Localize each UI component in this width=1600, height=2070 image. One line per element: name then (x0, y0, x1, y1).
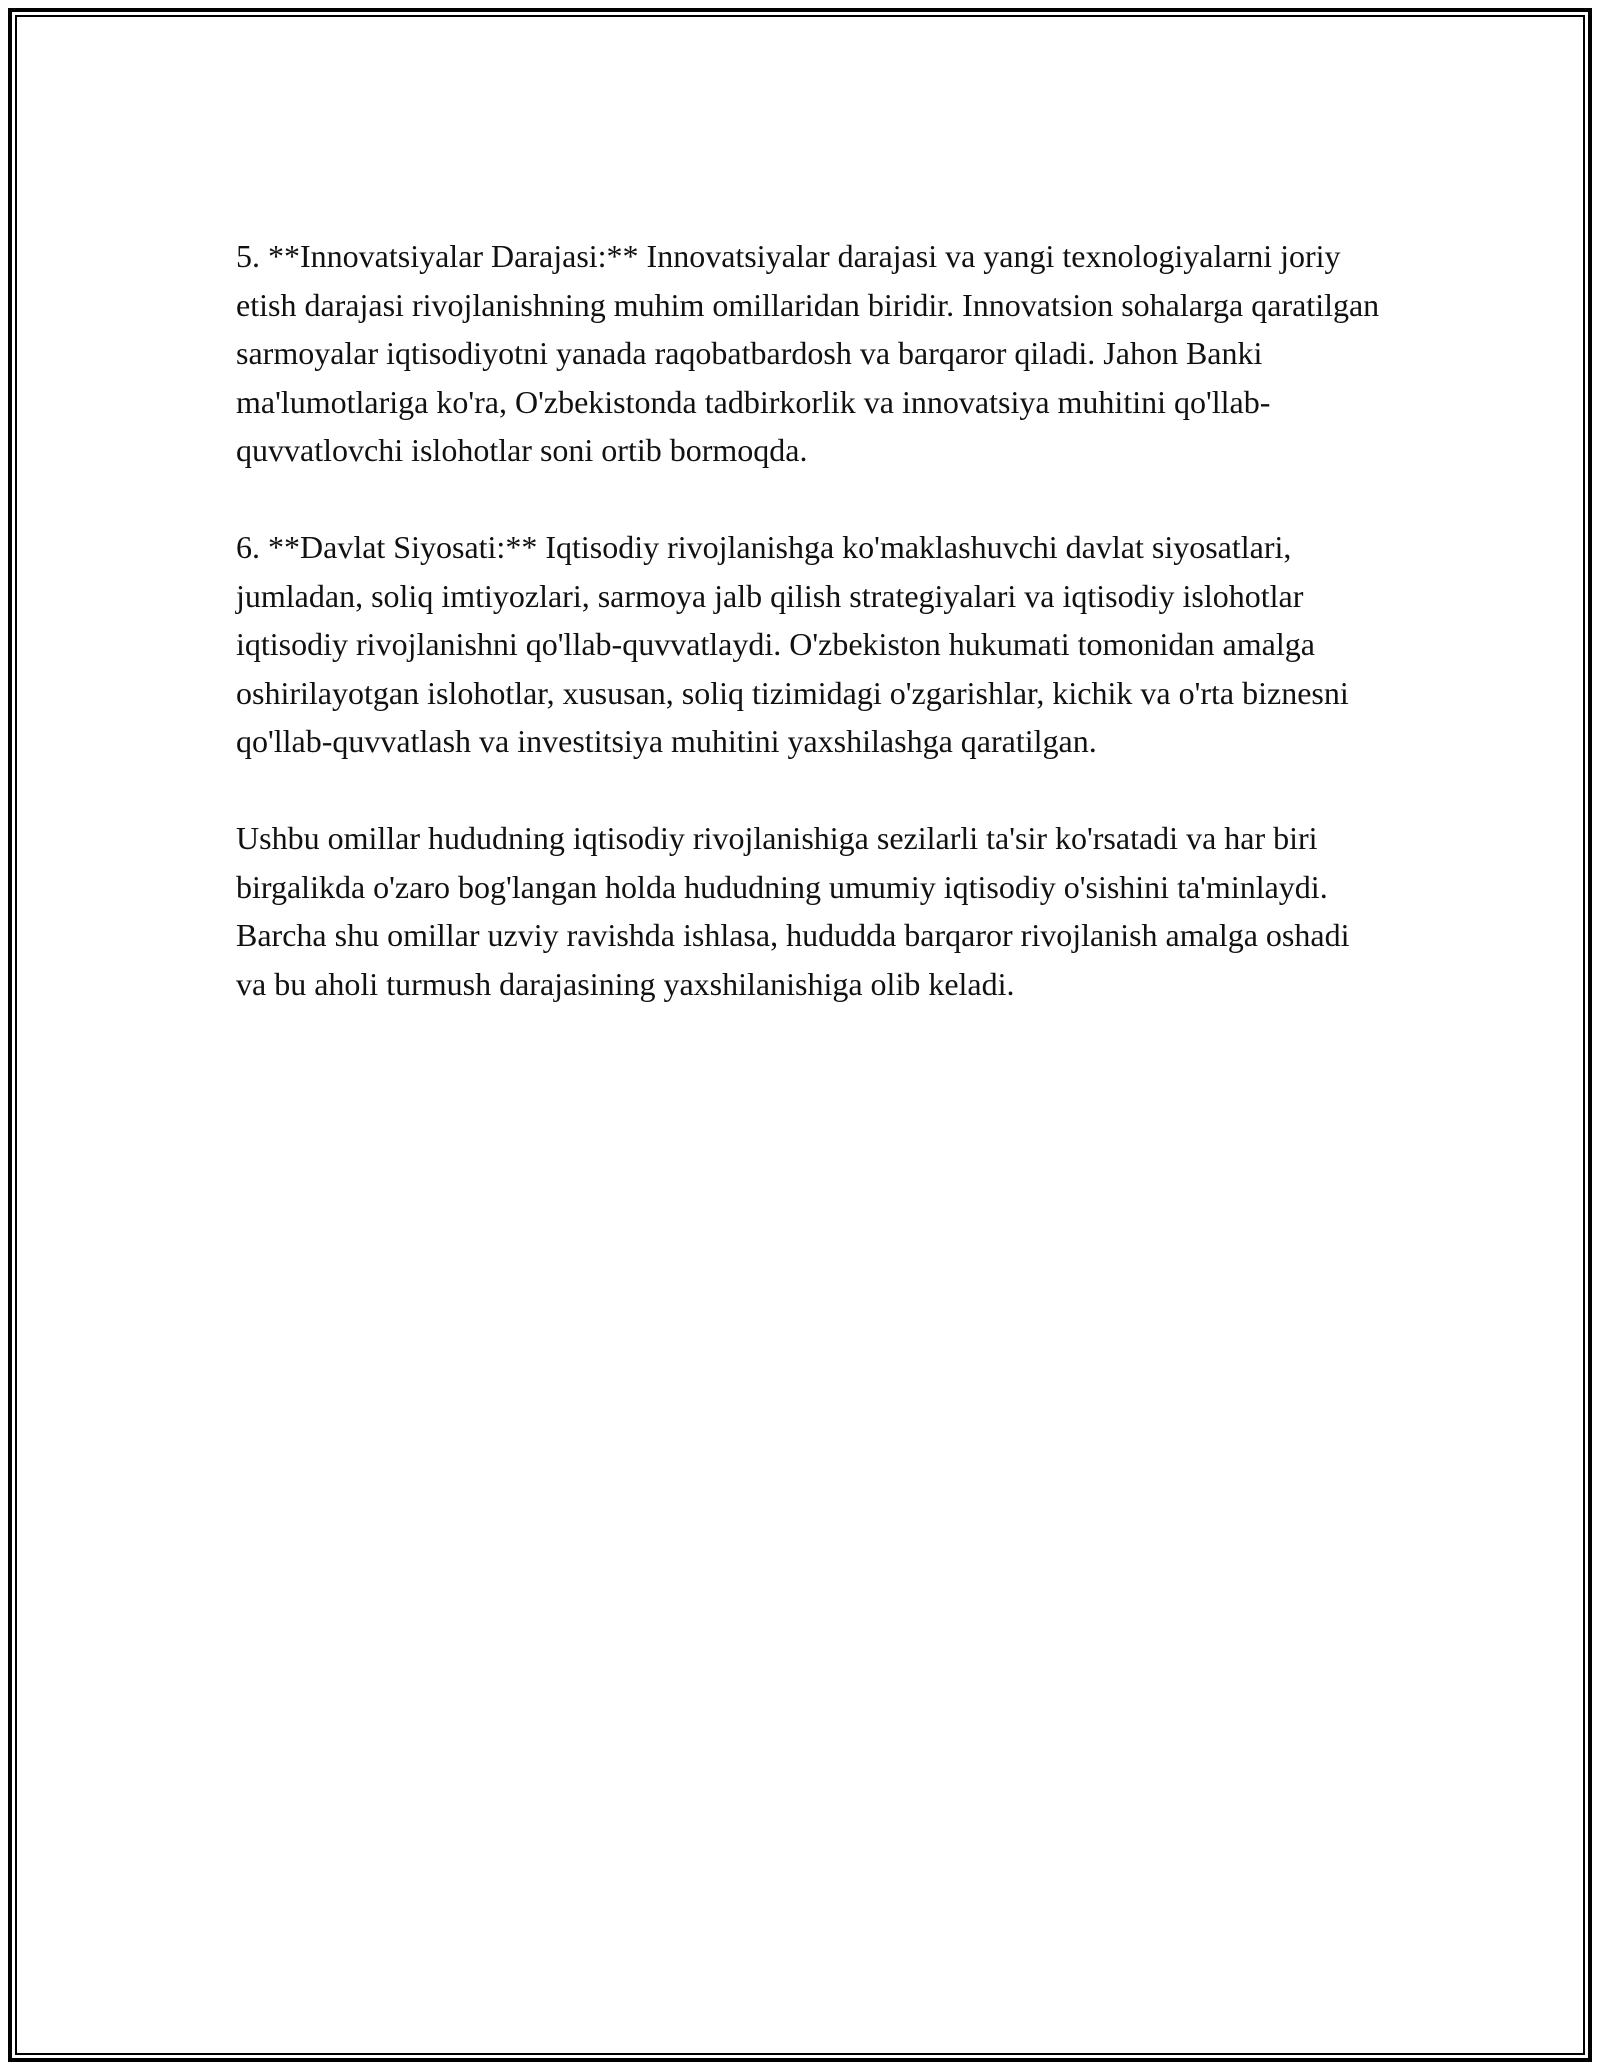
paragraph-state-policy: 6. **Davlat Siyosati:** Iqtisodiy rivojlanishga ko'maklashuvchi davlat siyosatlari, jumladan, soliq imtiyozlari, sarmoya jalb qilish strategiyalari va iqtisodiy islohotlar iqtisodiy rivojlanishni qo'llab-quvvatlaydi. O'zbekiston hukumati tomonidan amalga oshirilayotgan islohotlar, xususan, soliq tizimidagi o'zgarishlar, kichik va o'rta biznesni qo'llab-quvvatlash va investitsiya muhitini yaxshilashga qaratilgan. (236, 529, 1349, 759)
document-body (236, 232, 1386, 1057)
paragraph-conclusion: Ushbu omillar hududning iqtisodiy rivojlanishiga sezilarli ta'sir ko'rsatadi va har biri birgalikda o'zaro bog'langan holda hududning umumiy iqtisodiy o'sishini ta'minlaydi. Barcha shu omillar uzviy ravishda ishlasa, hududda barqaror rivojlanish amalga oshadi va bu aholi turmush darajasining yaxshilanishiga olib keladi. (236, 820, 1350, 1002)
paragraph-innovation-level: 5. **Innovatsiyalar Darajasi:** Innovatsiyalar darajasi va yangi texnologiyalarni joriy etish darajasi rivojlanishning muhim omillaridan biridir. Innovatsion sohalarga qaratilgan sarmoyalar iqtisodiyotni yanada raqobatbardosh va barqaror qiladi. Jahon Banki ma'lumotlariga ko'ra, O'zbekistonda tadbirkorlik va innovatsiya muhitini qo'llab-quvvatlovchi islohotlar soni ortib bormoqda. (236, 238, 1380, 468)
